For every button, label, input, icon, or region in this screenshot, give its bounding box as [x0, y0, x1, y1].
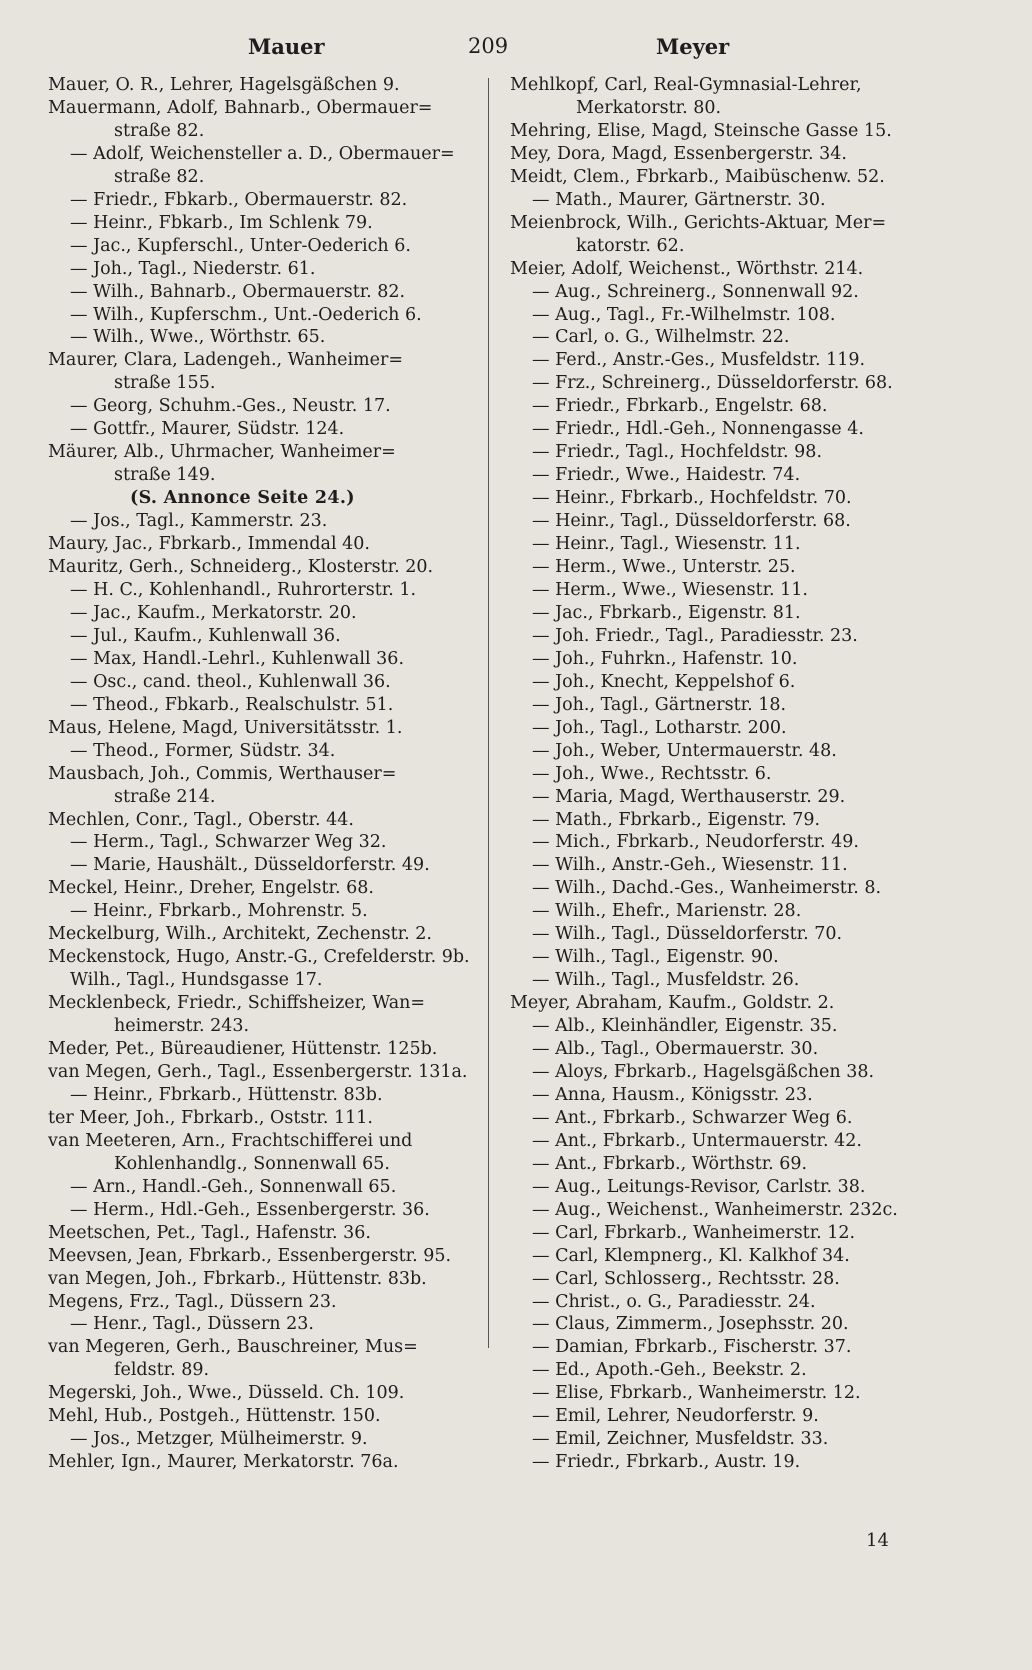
directory-entry: Wilh., Tagl., Hundsgasse 17.: [70, 970, 323, 991]
directory-entry: — Heinr., Tagl., Düsseldorferstr. 68.: [532, 511, 851, 532]
directory-entry: — Math., Fbrkarb., Eigenstr. 79.: [532, 809, 821, 830]
directory-entry: — Georg, Schuhm.-Ges., Neustr. 17.: [70, 396, 391, 417]
directory-entry: — Gottfr., Maurer, Südstr. 124.: [70, 419, 345, 440]
directory-entry: — Aug., Schreinerg., Sonnenwall 92.: [532, 281, 859, 302]
directory-entry: — Heinr., Fbkarb., Im Schlenk 79.: [70, 212, 373, 233]
directory-entry: — Joh., Tagl., Lotharstr. 200.: [532, 717, 787, 738]
directory-entry: Maury, Jac., Fbrkarb., Immendal 40.: [48, 534, 370, 555]
directory-entry: — Max, Handl.-Lehrl., Kuhlenwall 36.: [70, 648, 405, 669]
directory-entry: Mehler, Ign., Maurer, Merkatorstr. 76a.: [48, 1452, 399, 1473]
directory-entry: — Henr., Tagl., Düssern 23.: [70, 1314, 314, 1335]
directory-entry: — Mich., Fbrkarb., Neudorferstr. 49.: [532, 832, 859, 853]
entry-continuation: straße 149.: [114, 465, 216, 486]
directory-entry: — Wilh., Bahnarb., Obermauerstr. 82.: [70, 281, 406, 302]
page-header: [0, 34, 1032, 64]
directory-entry: — Herm., Wwe., Wiesenstr. 11.: [532, 579, 808, 600]
directory-entry: — Alb., Kleinhändler, Eigenstr. 35.: [532, 1016, 838, 1037]
directory-entry: Mäurer, Alb., Uhrmacher, Wanheimer=: [48, 442, 396, 463]
directory-entry: — Wilh., Tagl., Eigenstr. 90.: [532, 947, 779, 968]
directory-entry: — Wilh., Tagl., Musfeldstr. 26.: [532, 970, 800, 991]
directory-entry: Meetschen, Pet., Tagl., Hafenstr. 36.: [48, 1222, 371, 1243]
directory-entry: — Herm., Wwe., Unterstr. 25.: [532, 557, 796, 578]
directory-entry: Maurer, Clara, Ladengeh., Wanheimer=: [48, 350, 404, 371]
entry-continuation: heimerstr. 243.: [114, 1016, 250, 1037]
directory-entry: — Ant., Fbrkarb., Schwarzer Weg 6.: [532, 1107, 853, 1128]
directory-entry: — Heinr., Tagl., Wiesenstr. 11.: [532, 534, 801, 555]
directory-entry: Mehring, Elise, Magd, Steinsche Gasse 15.: [510, 120, 892, 141]
directory-entry: — Christ., o. G., Paradiesstr. 24.: [532, 1291, 816, 1312]
directory-entry: Mauritz, Gerh., Schneiderg., Klosterstr. 20.: [48, 557, 434, 578]
running-head-left: Mauer: [248, 34, 325, 59]
directory-entry: — Wilh., Dachd.-Ges., Wanheimerstr. 8.: [532, 878, 882, 899]
entry-continuation: feldstr. 89.: [114, 1360, 210, 1381]
directory-entry: — Maria, Magd, Werthauserstr. 29.: [532, 786, 846, 807]
directory-entry: Mehlkopf, Carl, Real-Gymnasial-Lehrer,: [510, 75, 862, 95]
directory-entry: — Joh., Tagl., Gärtnerstr. 18.: [532, 694, 787, 715]
directory-entry: van Megen, Joh., Fbrkarb., Hüttenstr. 83b.: [48, 1268, 427, 1289]
directory-entry: van Megen, Gerh., Tagl., Essenbergerstr. 131a.: [48, 1061, 468, 1082]
directory-entry: — Wilh., Ehefr., Marienstr. 28.: [532, 901, 802, 922]
directory-entry: — Jos., Tagl., Kammerstr. 23.: [70, 511, 328, 532]
directory-entry: ter Meer, Joh., Fbrkarb., Oststr. 111.: [48, 1107, 373, 1128]
directory-entry: Megerski, Joh., Wwe., Düsseld. Ch. 109.: [48, 1383, 405, 1404]
directory-entry: — Joh., Fuhrkn., Hafenstr. 10.: [532, 648, 798, 669]
entry-continuation: straße 82.: [114, 166, 205, 187]
directory-entry: — Aug., Tagl., Fr.-Wilhelmstr. 108.: [532, 304, 836, 325]
directory-entry: — Claus, Zimmerm., Josephsstr. 20.: [532, 1314, 849, 1335]
directory-entry: — Heinr., Fbrkarb., Hüttenstr. 83b.: [70, 1084, 383, 1105]
directory-entry: Meidt, Clem., Fbrkarb., Maibüschenw. 52.: [510, 166, 885, 187]
directory-entry: — Arn., Handl.-Geh., Sonnenwall 65.: [70, 1176, 397, 1197]
directory-entry: — Herm., Tagl., Schwarzer Weg 32.: [70, 832, 387, 853]
directory-entry: — Damian, Fbrkarb., Fischerstr. 37.: [532, 1337, 852, 1358]
left-column: [48, 74, 488, 1474]
directory-entry: — Friedr., Wwe., Haidestr. 74.: [532, 465, 801, 486]
column-divider: [488, 78, 489, 1348]
directory-entry: — Aug., Weichenst., Wanheimerstr. 232c.: [532, 1199, 898, 1220]
directory-entry: — Elise, Fbrkarb., Wanheimerstr. 12.: [532, 1383, 861, 1404]
directory-entry: Megens, Frz., Tagl., Düssern 23.: [48, 1291, 337, 1312]
directory-entry: — Friedr., Fbkarb., Obermauerstr. 82.: [70, 189, 408, 210]
directory-entry: — H. C., Kohlenhandl., Ruhrorterstr. 1.: [70, 579, 417, 600]
directory-entry: — Wilh., Wwe., Wörthstr. 65.: [70, 327, 326, 348]
page-number: 209: [468, 34, 509, 58]
directory-entry: van Megeren, Gerh., Bauschreiner, Mus=: [48, 1337, 418, 1358]
directory-entry: — Jul., Kaufm., Kuhlenwall 36.: [70, 625, 341, 646]
directory-entry: Mehl, Hub., Postgeh., Hüttenstr. 150.: [48, 1406, 381, 1427]
directory-entry: — Theod., Former, Südstr. 34.: [70, 740, 336, 761]
directory-entry: — Joh., Weber, Untermauerstr. 48.: [532, 740, 837, 761]
directory-entry: — Emil, Lehrer, Neudorferstr. 9.: [532, 1406, 819, 1427]
entry-continuation: straße 155.: [114, 373, 216, 394]
directory-entry: — Joh., Knecht, Keppelshof 6.: [532, 671, 796, 692]
sheet-number: 14: [866, 1530, 889, 1551]
directory-entry: — Emil, Zeichner, Musfeldstr. 33.: [532, 1429, 829, 1450]
entry-continuation: katorstr. 62.: [576, 235, 685, 256]
directory-entry: — Aloys, Fbrkarb., Hagelsgäßchen 38.: [532, 1061, 875, 1082]
directory-entry: Meckel, Heinr., Dreher, Engelstr. 68.: [48, 878, 374, 899]
directory-entry: Meyer, Abraham, Kaufm., Goldstr. 2.: [510, 993, 835, 1014]
annonce-notice: (S. Annonce Seite 24.): [130, 488, 355, 509]
directory-entry: Mecklenbeck, Friedr., Schiffsheizer, Wan=: [48, 993, 426, 1014]
directory-entry: — Marie, Haushält., Düsseldorferstr. 49.: [70, 855, 430, 876]
directory-entry: — Osc., cand. theol., Kuhlenwall 36.: [70, 671, 391, 692]
directory-entry: Meier, Adolf, Weichenst., Wörthstr. 214.: [510, 258, 864, 279]
directory-entry: Mey, Dora, Magd, Essenbergerstr. 34.: [510, 143, 847, 164]
directory-entry: Meckenstock, Hugo, Anstr.-G., Crefelderstr. 9b.: [48, 947, 470, 968]
directory-entry: — Ferd., Anstr.-Ges., Musfeldstr. 119.: [532, 350, 866, 371]
directory-entry: — Heinr., Fbrkarb., Mohrenstr. 5.: [70, 901, 368, 922]
directory-entry: — Theod., Fbkarb., Realschulstr. 51.: [70, 694, 394, 715]
directory-entry: Maus, Helene, Magd, Universitätsstr. 1.: [48, 717, 403, 738]
directory-entry: — Ant., Fbrkarb., Wörthstr. 69.: [532, 1153, 808, 1174]
directory-entry: — Frz., Schreinerg., Düsseldorferstr. 68.: [532, 373, 893, 394]
directory-entry: — Math., Maurer, Gärtnerstr. 30.: [532, 189, 826, 210]
directory-entry: — Friedr., Tagl., Hochfeldstr. 98.: [532, 442, 823, 463]
directory-entry: — Ed., Apoth.-Geh., Beekstr. 2.: [532, 1360, 807, 1381]
directory-entry: — Carl, Schlosserg., Rechtsstr. 28.: [532, 1268, 840, 1289]
directory-entry: van Meeteren, Arn., Frachtschifferei und: [48, 1130, 413, 1151]
directory-entry: Meckelburg, Wilh., Architekt, Zechenstr. 2.: [48, 924, 432, 945]
directory-entry: — Joh. Friedr., Tagl., Paradiesstr. 23.: [532, 625, 858, 646]
directory-entry: — Wilh., Tagl., Düsseldorferstr. 70.: [532, 924, 843, 945]
entry-continuation: Kohlenhandlg., Sonnenwall 65.: [114, 1153, 390, 1174]
entry-continuation: Merkatorstr. 80.: [576, 97, 722, 118]
directory-entry: Meevsen, Jean, Fbrkarb., Essenbergerstr. 95.: [48, 1245, 452, 1266]
directory-entry: — Friedr., Fbrkarb., Engelstr. 68.: [532, 396, 828, 417]
directory-entry: Mausbach, Joh., Commis, Werthauser=: [48, 763, 397, 784]
directory-entry: — Friedr., Fbrkarb., Austr. 19.: [532, 1452, 801, 1473]
directory-entry: — Jac., Fbrkarb., Eigenstr. 81.: [532, 602, 801, 623]
directory-entry: — Carl, Fbrkarb., Wanheimerstr. 12.: [532, 1222, 856, 1243]
right-column: [510, 74, 950, 1474]
directory-entry: — Herm., Hdl.-Geh., Essenbergerstr. 36.: [70, 1199, 430, 1220]
directory-entry: — Carl, o. G., Wilhelmstr. 22.: [532, 327, 790, 348]
directory-entry: Meienbrock, Wilh., Gerichts-Aktuar, Mer=: [510, 212, 887, 233]
directory-entry: Meder, Pet., Büreaudiener, Hüttenstr. 125b.: [48, 1039, 438, 1060]
directory-entry: — Heinr., Fbrkarb., Hochfeldstr. 70.: [532, 488, 852, 509]
directory-entry: — Joh., Wwe., Rechtsstr. 6.: [532, 763, 772, 784]
directory-entry: — Jac., Kupferschl., Unter-Oederich 6.: [70, 235, 411, 256]
directory-entry: — Ant., Fbrkarb., Untermauerstr. 42.: [532, 1130, 862, 1151]
entry-continuation: straße 214.: [114, 786, 216, 807]
directory-entry: — Carl, Klempnerg., Kl. Kalkhof 34.: [532, 1245, 850, 1266]
directory-entry: — Anna, Hausm., Königsstr. 23.: [532, 1084, 813, 1105]
directory-entry: — Jos., Metzger, Mülheimerstr. 9.: [70, 1429, 368, 1450]
directory-entry: — Aug., Leitungs-Revisor, Carlstr. 38.: [532, 1176, 866, 1197]
directory-entry: — Alb., Tagl., Obermauerstr. 30.: [532, 1039, 819, 1060]
directory-entry: — Jac., Kaufm., Merkatorstr. 20.: [70, 602, 357, 623]
directory-entry: — Adolf, Weichensteller a. D., Obermauer=: [70, 143, 455, 164]
directory-entry: Mechlen, Conr., Tagl., Oberstr. 44.: [48, 809, 354, 830]
directory-entry: — Friedr., Hdl.-Geh., Nonnengasse 4.: [532, 419, 864, 440]
directory-entry: — Wilh., Kupferschm., Unt.-Oederich 6.: [70, 304, 422, 325]
directory-entry: — Wilh., Anstr.-Geh., Wiesenstr. 11.: [532, 855, 848, 876]
running-head-right: Meyer: [656, 34, 730, 59]
directory-entry: — Joh., Tagl., Niederstr. 61.: [70, 258, 316, 279]
entry-continuation: straße 82.: [114, 120, 205, 141]
directory-entry: Mauer, O. R., Lehrer, Hagelsgäßchen 9.: [48, 75, 400, 95]
directory-entry: Mauermann, Adolf, Bahnarb., Obermauer=: [48, 97, 433, 118]
